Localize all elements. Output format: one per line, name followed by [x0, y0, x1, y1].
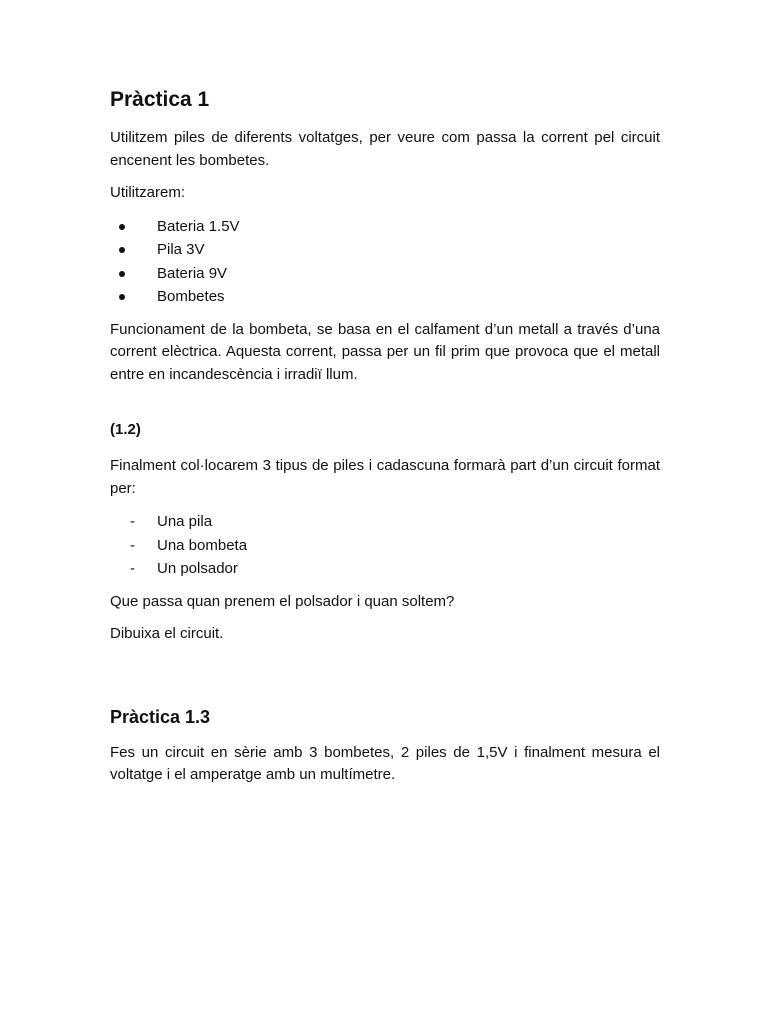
list-item	[110, 510, 660, 534]
list-item-label: Bateria 9V	[157, 264, 228, 282]
section-1-3-text: Fes un circuit en sèrie amb 3 bombetes, 2 piles de 1,5V i finalment mesura el voltatge i el amperatge amb un multímetre.	[110, 743, 660, 783]
bullet-icon	[119, 247, 125, 253]
list-item-label: Bombetes	[157, 288, 225, 305]
section-title-practica-1-3: Pràctica 1.3	[110, 706, 211, 727]
list-item	[110, 238, 660, 262]
list-item	[110, 557, 660, 581]
list-item	[110, 285, 660, 309]
section-1-2-question: Que passa quan prenem el polsador i quan soltem?	[110, 592, 455, 610]
section-1-lead: Utilitzarem:	[110, 184, 186, 201]
section-1-2-intro: Finalment col·locarem 3 tipus de piles i cadascuna formarà part d’un circuit format per:	[110, 457, 660, 497]
section-1-explanation: Funcionament de la bombeta, se basa en el calfament d’un metall a través d’una corrent elèctrica. Aquesta corrent, passa per un fil prim que provoca que el metall entre en incandescència i irradiï llum.	[110, 320, 660, 383]
dash-icon: -	[130, 536, 135, 554]
list-item	[110, 534, 660, 558]
list-item-label: Pila 3V	[157, 241, 205, 258]
list-item	[110, 215, 660, 239]
list-item	[110, 262, 660, 286]
document-page	[110, 86, 660, 787]
list-item-label: Un polsador	[157, 560, 238, 577]
list-item-label: Una pila	[157, 513, 213, 530]
materials-list	[110, 215, 660, 309]
section-1-intro: Utilitzem piles de diferents voltatges, per veure com passa la corrent pel circuit encenent les bombetes.	[110, 129, 660, 169]
bullet-icon	[119, 271, 125, 277]
bullet-icon	[119, 224, 125, 230]
bullet-icon	[119, 294, 125, 300]
circuit-components-list	[110, 510, 660, 581]
section-label-1-2: (1.2)	[110, 421, 141, 438]
dash-icon: -	[130, 560, 135, 577]
section-1-2-task: Dibuixa el circuit.	[110, 625, 224, 642]
section-title-practica-1: Pràctica 1	[110, 88, 210, 111]
dash-icon: -	[130, 513, 135, 530]
section-spacer	[110, 646, 660, 704]
list-item-label: Bateria 1.5V	[157, 217, 240, 235]
list-item-label: Una bombeta	[157, 536, 248, 554]
